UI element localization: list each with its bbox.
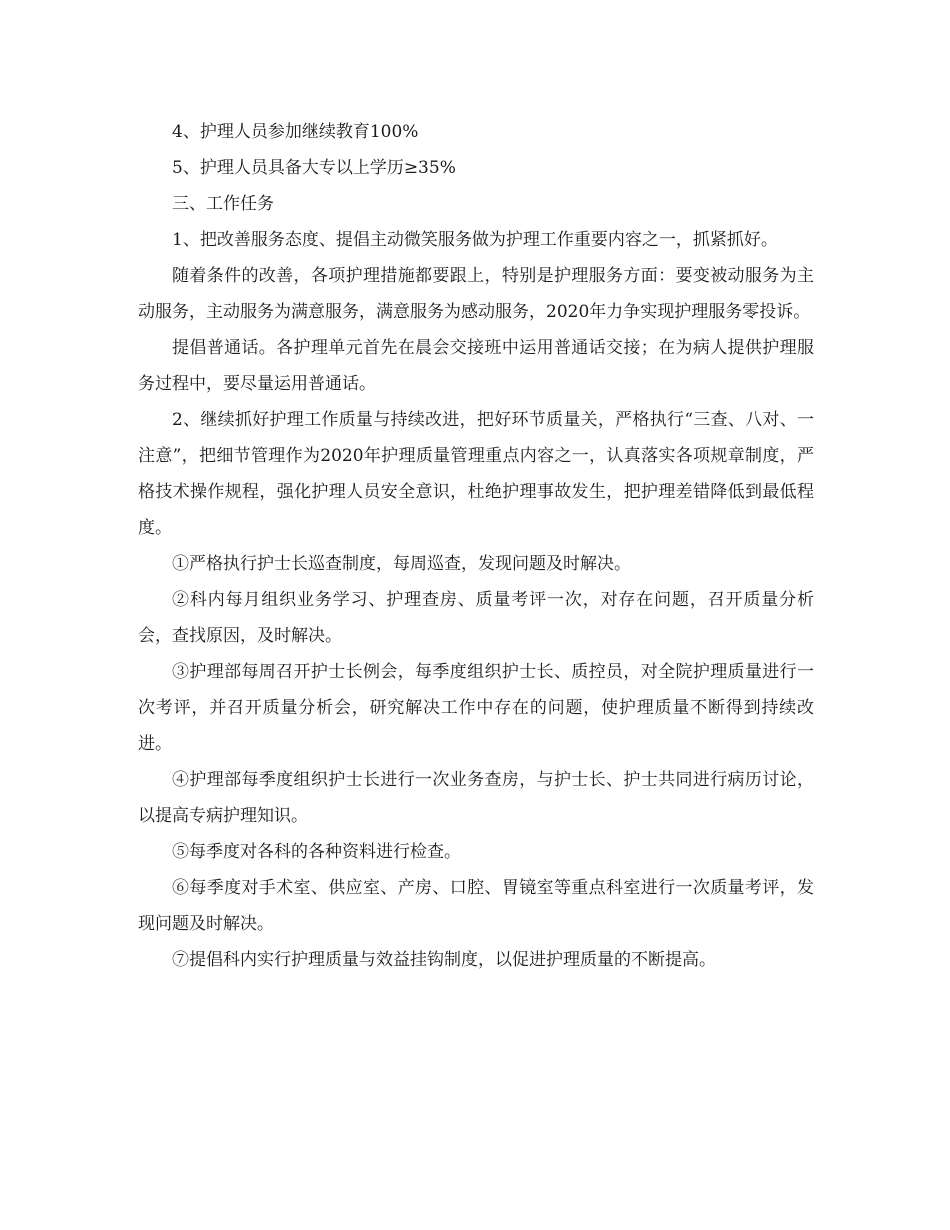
paragraph-service: 随着条件的改善，各项护理措施都要跟上，特别是护理服务方面：要变被动服务为主动服务，主动服务为满意服务，满意服务为感动服务，2020年力争实现护理服务零投诉。 — [138, 266, 814, 322]
list-item-3: ③护理部每周召开护士长例会，每季度组织护士长、质控员，对全院护理质量进行一次考评，并召开质量分析会，研究解决工作中存在的问题，使护理质量不断得到持续改进。 — [138, 662, 814, 754]
paragraph-degree: 5、护理人员具备大专以上学历≥35% — [172, 158, 456, 178]
paragraph-task-1: 1、把改善服务态度、提倡主动微笑服务做为护理工作重要内容之一，抓紧抓好。 — [172, 230, 778, 250]
list-item-1: ①严格执行护士长巡查制度，每周巡查，发现问题及时解决。 — [172, 554, 631, 574]
list-item-5: ⑤每季度对各科的各种资料进行检查。 — [172, 842, 461, 862]
paragraph-mandarin: 提倡普通话。各护理单元首先在晨会交接班中运用普通话交接；在为病人提供护理服务过程中，要尽量运用普通话。 — [138, 338, 814, 394]
list-item-4: ④护理部每季度组织护士长进行一次业务查房，与护士长、护士共同进行病历讨论，以提高专病护理知识。 — [138, 770, 814, 826]
list-item-7: ⑦提倡科内实行护理质量与效益挂钩制度，以促进护理质量的不断提高。 — [172, 950, 716, 970]
list-item-2: ②科内每月组织业务学习、护理查房、质量考评一次，对存在问题，召开质量分析会，查找原因，及时解决。 — [138, 590, 814, 646]
paragraph-education: 4、护理人员参加继续教育100% — [172, 122, 419, 142]
document-body — [138, 114, 814, 978]
list-item-6: ⑥每季度对手术室、供应室、产房、口腔、胃镜室等重点科室进行一次质量考评，发现问题及时解决。 — [138, 878, 814, 934]
paragraph-task-2: 2、继续抓好护理工作质量与持续改进，把好环节质量关，严格执行“三查、八对、一注意”，把细节管理作为2020年护理质量管理重点内容之一，认真落实各项规章制度，严格技术操作规程，强化护理人员安全意识，杜绝护理事故发生，把护理差错降低到最低程度。 — [138, 410, 814, 538]
section-heading-tasks: 三、工作任务 — [172, 194, 274, 214]
